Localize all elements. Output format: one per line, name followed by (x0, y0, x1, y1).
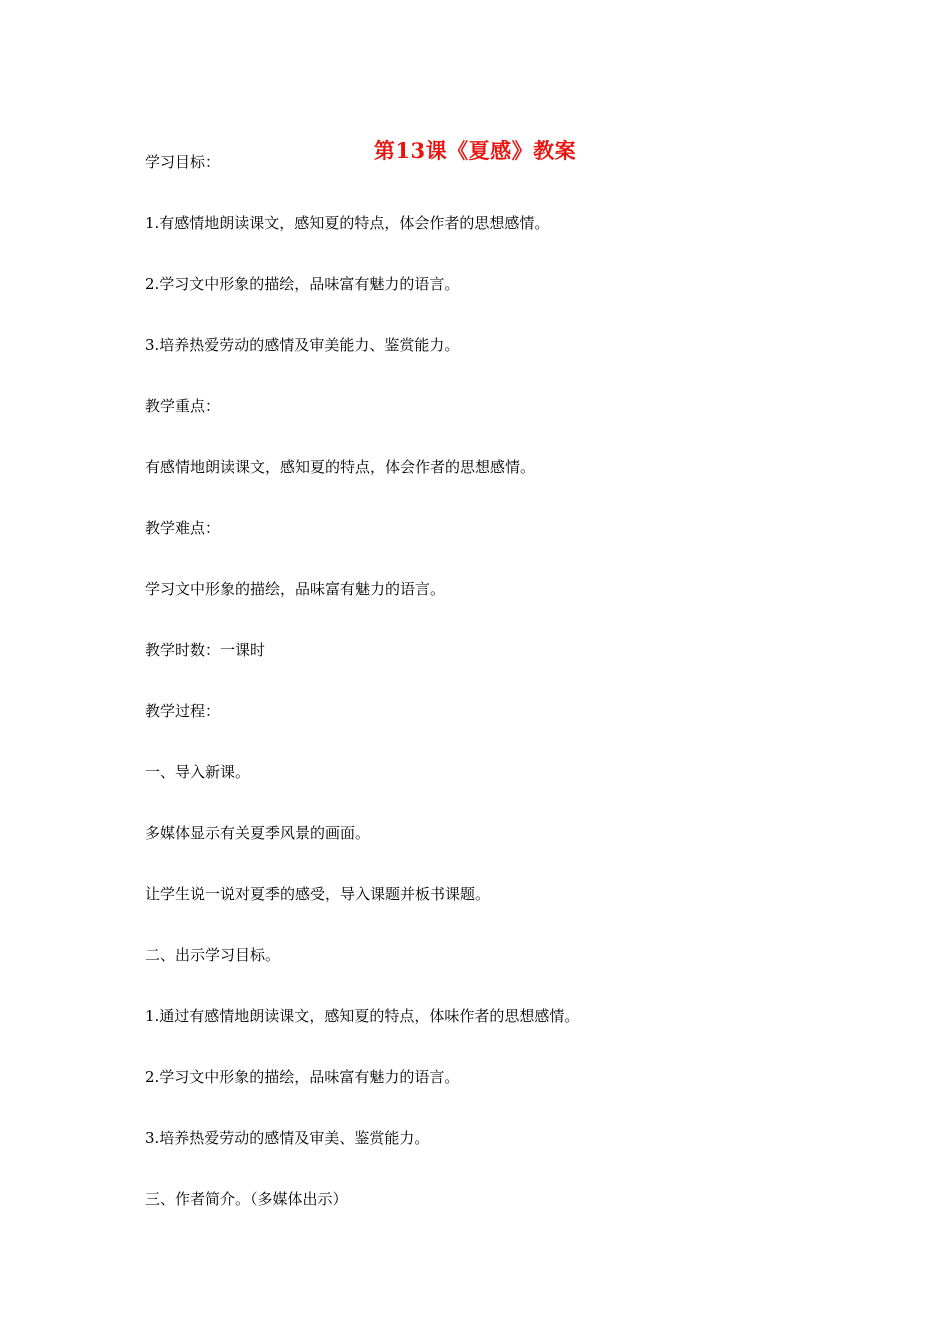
process-objective-item: 3.培养热爱劳动的感情及审美、鉴赏能力。 (145, 1129, 430, 1147)
process-step-heading: 一、导入新课。 (145, 763, 251, 781)
key-point-text: 有感情地朗读课文，感知夏的特点，体会作者的思想感情。 (145, 458, 536, 476)
difficulty-text: 学习文中形象的描绘，品味富有魅力的语言。 (145, 580, 446, 598)
process-step-heading: 二、出示学习目标。 (145, 946, 281, 964)
section-heading-process: 教学过程： (145, 702, 221, 720)
document-body (145, 149, 825, 1247)
section-heading-key-points: 教学重点： (145, 397, 221, 415)
section-heading-objectives: 学习目标： (145, 153, 221, 171)
process-step-text: 多媒体显示有关夏季风景的画面。 (145, 824, 371, 842)
document-title: 第13课《夏感》教案 (373, 138, 577, 164)
objective-item: 3.培养热爱劳动的感情及审美能力、鉴赏能力。 (145, 336, 460, 354)
process-objective-item: 1.通过有感情地朗读课文，感知夏的特点，体味作者的思想感情。 (145, 1007, 580, 1025)
process-step-heading: 三、作者简介。（多媒体出示） (145, 1190, 348, 1208)
section-heading-difficulties: 教学难点： (145, 519, 221, 537)
objective-item: 2.学习文中形象的描绘，品味富有魅力的语言。 (145, 275, 460, 293)
objective-item: 1.有感情地朗读课文，感知夏的特点，体会作者的思想感情。 (145, 214, 550, 232)
process-objective-item: 2.学习文中形象的描绘，品味富有魅力的语言。 (145, 1068, 460, 1086)
teaching-hours: 教学时数：一课时 (145, 641, 266, 659)
process-step-text: 让学生说一说对夏季的感受，导入课题并板书课题。 (145, 885, 491, 903)
